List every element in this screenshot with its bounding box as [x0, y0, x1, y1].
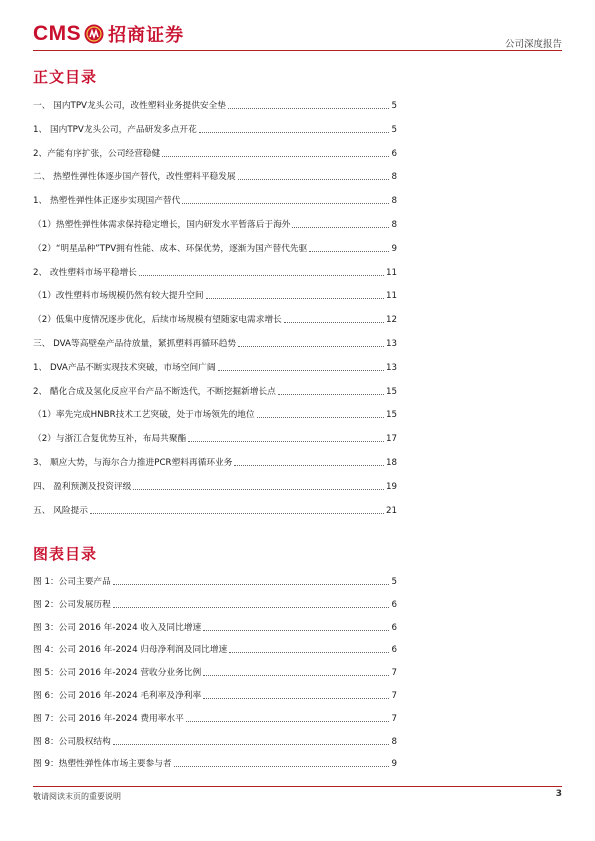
toc-entry-page: 8: [391, 172, 397, 183]
toc-entry[interactable]: [33, 122, 397, 135]
toc-entry[interactable]: [33, 312, 397, 325]
dot-leader: [139, 275, 384, 276]
toc-entry-page: 17: [385, 434, 397, 445]
figure-entry[interactable]: [33, 688, 397, 701]
figure-entry-page: 7: [391, 668, 397, 679]
figure-entry-title: 图 2：公司发展历程: [33, 599, 111, 610]
toc-entry[interactable]: [33, 336, 397, 349]
dot-leader: [238, 179, 390, 180]
toc-entry-title: 1、 国内TPV龙头公司，产品研发多点开花: [33, 124, 197, 135]
figure-entry[interactable]: [33, 756, 397, 769]
toc-entry-page: 13: [385, 362, 397, 373]
toc-entry-page: 12: [385, 315, 397, 326]
figure-entry-page: 7: [391, 713, 397, 724]
figure-entry-title: 图 4：公司 2016 年-2024 归母净利润及同比增速: [33, 645, 228, 656]
dot-leader: [229, 652, 389, 653]
toc-entry-page: 15: [385, 386, 397, 397]
logo-emblem-icon: [84, 24, 104, 44]
toc-entry[interactable]: [33, 384, 397, 397]
logo-text: CMS: [33, 22, 82, 45]
toc-entry[interactable]: [33, 241, 397, 254]
dot-leader: [199, 132, 390, 133]
toc-entry-page: 5: [391, 124, 397, 135]
toc-entry-page: 18: [385, 458, 397, 468]
toc-entry-title: 2、 改性塑料市场平稳增长: [33, 267, 137, 278]
page-number: 3: [555, 789, 562, 799]
figure-entry-title: 图 3：公司 2016 年-2024 收入及同比增速: [33, 622, 202, 633]
toc-entry-title: （1）热塑性弹性体需求保持稳定增长，国内研发水平暂落后于海外: [33, 220, 291, 230]
figure-entry-title: 图 1：公司主要产品: [33, 577, 111, 587]
page-header: [0, 0, 595, 50]
toc-entry-page: 21: [385, 505, 397, 516]
figure-entry[interactable]: [33, 665, 397, 678]
toc-entry-title: 1、 热塑性弹性体正逐步实现国产替代: [33, 196, 181, 207]
logo-chinese-name: 招商证券: [108, 25, 185, 46]
header-rule: [33, 50, 562, 51]
figure-entry[interactable]: [33, 642, 397, 655]
toc-entry-page: 8: [391, 196, 397, 207]
dot-leader: [133, 489, 384, 490]
dot-leader: [186, 721, 390, 722]
figure-entry[interactable]: [33, 597, 397, 610]
figure-entry-title: 图 6：公司 2016 年-2024 毛利率及净利率: [33, 691, 202, 701]
dot-leader: [203, 630, 389, 631]
footer-rule: [33, 786, 562, 787]
dot-leader: [182, 203, 389, 204]
toc-entry-page: 11: [385, 291, 397, 302]
toc-entry-title: 四、 盈利预测及投资评级: [33, 481, 132, 492]
dot-leader: [203, 675, 389, 676]
figure-entry-title: 图 9：热塑性弹性体市场主要参与者: [33, 759, 172, 770]
cms-logo: [33, 21, 184, 47]
toc-entry-title: 一、 国内TPV龙头公司，改性塑料业务提供安全垫: [33, 101, 226, 111]
toc-entry-title: 二、 热塑性弹性体逐步国产替代，改性塑料平稳发展: [33, 172, 236, 183]
dot-leader: [113, 744, 390, 745]
dot-leader: [292, 227, 389, 228]
dot-leader: [113, 584, 390, 585]
figure-list-title: 图表目录: [33, 545, 98, 563]
toc-entry-title: （2）低集中度情况逐步优化，后续市场规模有望随家电需求增长: [33, 315, 282, 326]
toc-entry[interactable]: [33, 193, 397, 206]
toc-entry[interactable]: [33, 288, 397, 301]
disclaimer-note: 敬请阅读末页的重要说明: [33, 792, 121, 801]
dot-leader: [174, 766, 390, 767]
figure-entry-title: 图 8：公司股权结构: [33, 736, 111, 747]
figure-entry-page: 8: [391, 736, 397, 747]
toc-entry[interactable]: [33, 479, 397, 492]
figure-entry[interactable]: [33, 734, 397, 747]
figure-entry-title: 图 5：公司 2016 年-2024 营收分业务比例: [33, 668, 202, 679]
toc-entry-title: 五、 风险提示: [33, 505, 88, 516]
dot-leader: [162, 156, 389, 157]
figure-entry-page: 5: [391, 577, 397, 587]
toc-entry[interactable]: [33, 169, 397, 182]
dot-leader: [113, 607, 390, 608]
figure-entry[interactable]: [33, 711, 397, 724]
figure-entry-page: 7: [391, 691, 397, 701]
dot-leader: [206, 298, 384, 299]
figure-entry-page: 6: [391, 599, 397, 610]
toc-entry-title: （1）率先完成HNBR技术工艺突破，处于市场领先的地位: [33, 410, 255, 421]
toc-entry-title: 2、产能有序扩张，公司经营稳健: [33, 148, 161, 159]
toc-entry-title: 三、 DVA等高壁垒产品待放量，紧抓塑料再循环趋势: [33, 339, 237, 349]
toc-entry-title: （2）与浙江合复优势互补，布局共聚酯: [33, 434, 187, 445]
dot-leader: [257, 417, 384, 418]
toc-entry-page: 19: [385, 481, 397, 492]
toc-entry-title: （2）“明星品种”TPV拥有性能、成本、环保优势，逐渐为国产替代先驱: [33, 243, 308, 254]
toc-entry-page: 15: [385, 410, 397, 421]
dot-leader: [218, 370, 384, 371]
toc-entry-title: 1、 DVA产品不断实现技术突破，市场空间广阔: [33, 362, 216, 373]
toc-entry[interactable]: [33, 265, 397, 278]
dot-leader: [90, 513, 384, 514]
toc-entry[interactable]: [33, 360, 397, 373]
figure-entry-page: 6: [391, 622, 397, 633]
toc-entry-title: （1）改性塑料市场规模仍然有较大提升空间: [33, 291, 204, 302]
figure-entry[interactable]: [33, 620, 397, 633]
toc-entry-page: 13: [385, 339, 397, 349]
toc-entry[interactable]: [33, 407, 397, 420]
toc-entry[interactable]: [33, 455, 397, 468]
toc-entry[interactable]: [33, 431, 397, 444]
toc-entry-page: 9: [391, 243, 397, 254]
toc-entry-title: 2、 醋化合成及氢化反应平台产品不断迭代，不断挖掘新增长点: [33, 386, 276, 397]
toc-entry[interactable]: [33, 503, 397, 516]
toc-entry[interactable]: [33, 146, 397, 159]
figure-entry-page: 9: [391, 759, 397, 770]
toc-entry[interactable]: [33, 98, 397, 111]
figure-entry-title: 图 7：公司 2016 年-2024 费用率水平: [33, 713, 184, 724]
figure-entry-page: 6: [391, 645, 397, 656]
dot-leader: [234, 465, 384, 466]
toc-entry[interactable]: [33, 217, 397, 230]
dot-leader: [228, 108, 389, 109]
dot-leader: [203, 698, 389, 699]
report-type: 公司深度报告: [504, 39, 562, 50]
dot-leader: [284, 322, 384, 323]
toc-entry-page: 5: [391, 101, 397, 111]
toc-entry-title: 3、 顺应大势，与海尔合力推进PCR塑料再循环业务: [33, 458, 233, 468]
dot-leader: [309, 251, 389, 252]
toc-entry-page: 8: [391, 220, 397, 230]
dot-leader: [238, 346, 384, 347]
dot-leader: [188, 441, 384, 442]
toc-title: 正文目录: [33, 68, 98, 86]
dot-leader: [278, 394, 384, 395]
figure-entry[interactable]: [33, 574, 397, 587]
toc-entry-page: 6: [391, 148, 397, 159]
toc-entry-page: 11: [385, 267, 397, 278]
